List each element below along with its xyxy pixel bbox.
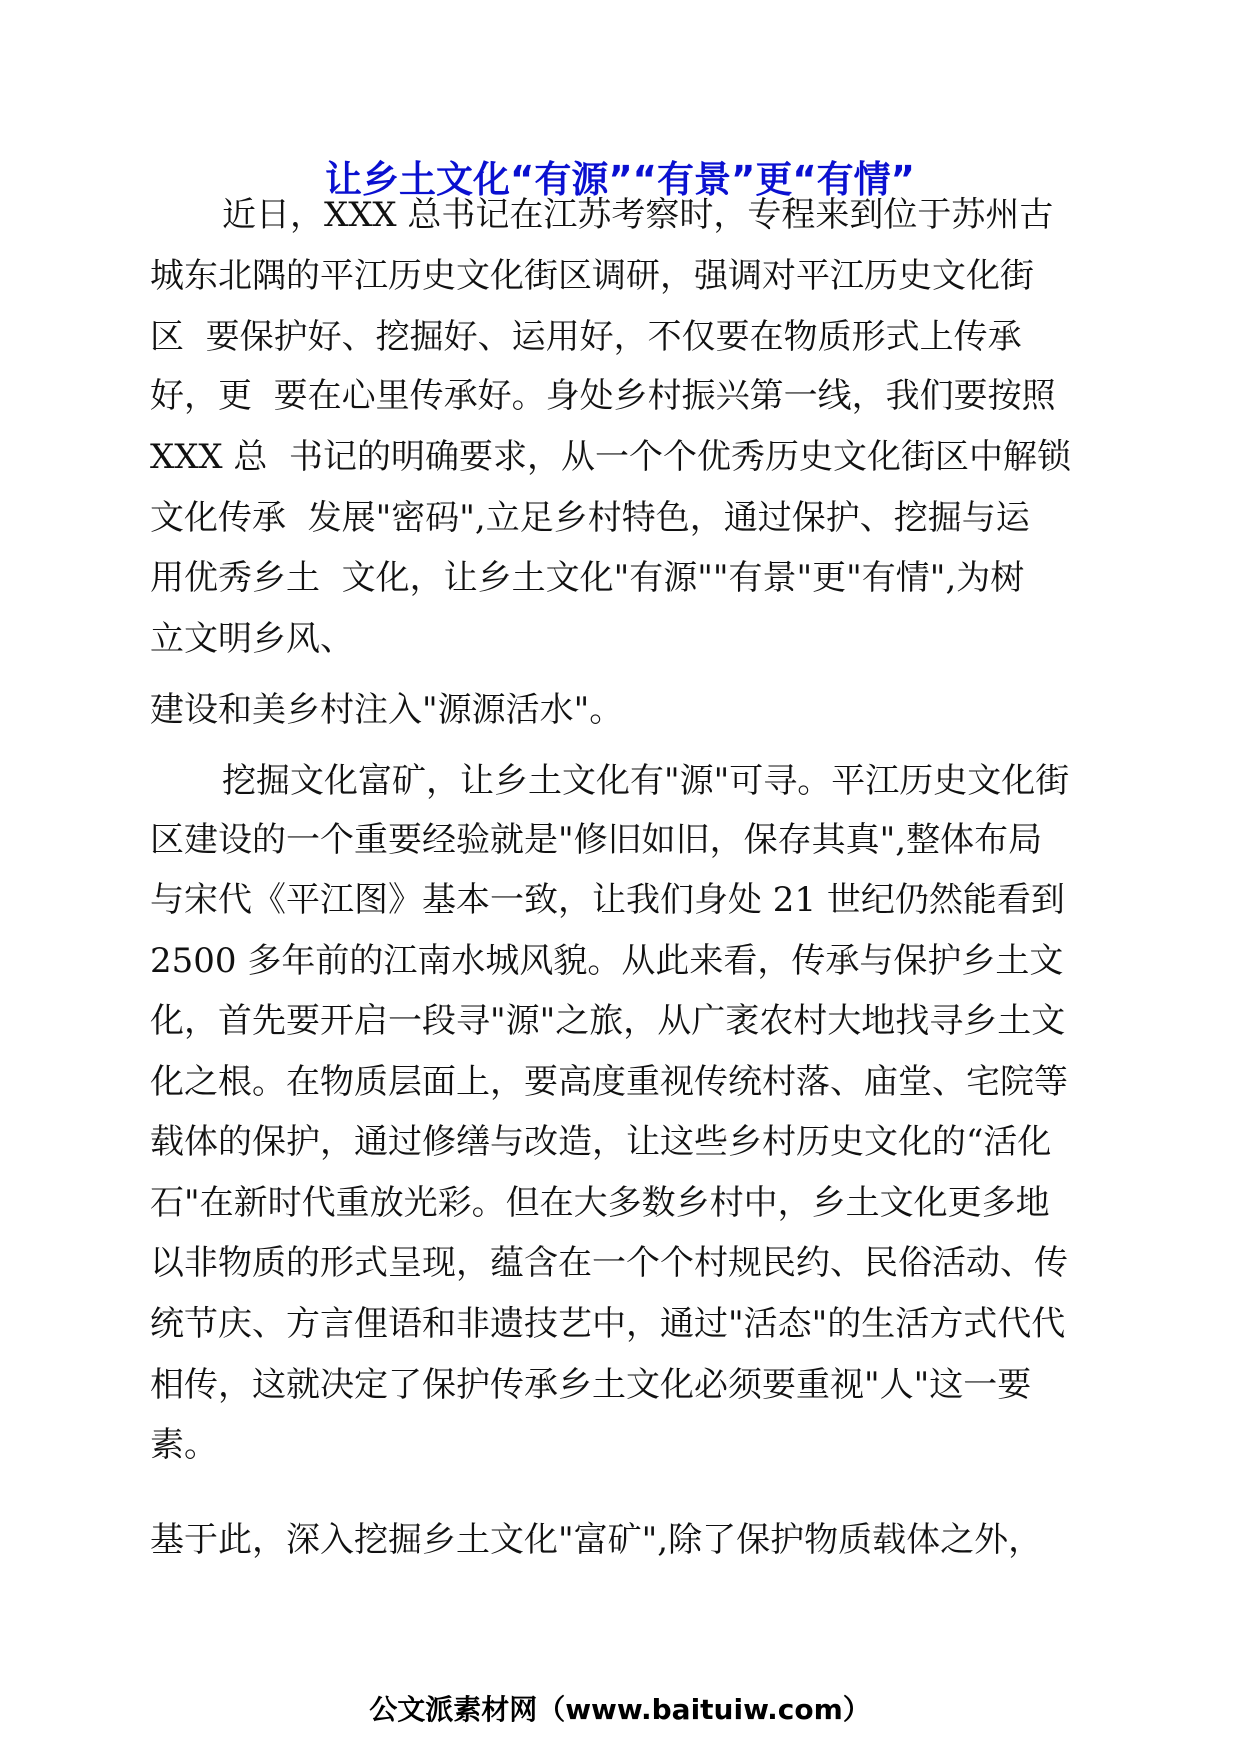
text-line: 立文明乡风、 <box>150 619 354 659</box>
text-line: 石"在新时代重放光彩。但在大多数乡村中，乡土文化更多地 <box>150 1183 1050 1223</box>
text-line: 好，更 要在心里传承好。身处乡村振兴第一线，我们要按照 <box>150 376 1056 416</box>
text-line: 城东北隅的平江历史文化街区调研，强调对平江历史文化街 <box>150 256 1034 296</box>
text-line: 以非物质的形式呈现，蕴含在一个个村规民约、民俗活动、传 <box>150 1243 1068 1283</box>
text-line: 与宋代《平江图》基本一致，让我们身处 21 世纪仍然能看到 <box>150 880 1065 920</box>
text-line: 化，首先要开启一段寻"源"之旅，从广袤农村大地找寻乡土文 <box>150 1001 1066 1041</box>
page-footer: 公文派素材网（www.baituiw.com） <box>369 1693 871 1726</box>
text-line: 素。 <box>150 1425 218 1465</box>
text-line: 近日，XXX 总书记在江苏考察时，专程来到位于苏州古 <box>222 195 1054 235</box>
text-line: 挖掘文化富矿，让乡土文化有"源"可寻。平江历史文化街 <box>222 761 1070 801</box>
text-line: 基于此，深入挖掘乡土文化"富矿",除了保护物质载体之外， <box>150 1520 1043 1560</box>
text-line: 建设和美乡村注入"源源活水"。 <box>150 690 624 730</box>
text-line: 用优秀乡土 文化，让乡土文化"有源""有景"更"有情",为树 <box>150 558 1025 598</box>
text-line: 统节庆、方言俚语和非遗技艺中，通过"活态"的生活方式代代 <box>150 1304 1066 1344</box>
document-title: 让乡土文化“有源”“有景”更“有情” <box>325 158 915 201</box>
text-line: 区建设的一个重要经验就是"修旧如旧，保存其真",整体布局 <box>150 820 1043 860</box>
text-line: 区 要保护好、挖掘好、运用好，不仅要在物质形式上传承 <box>150 317 1022 357</box>
text-line: 化之根。在物质层面上，要高度重视传统村落、庙堂、宅院等 <box>150 1062 1068 1102</box>
text-line: 载体的保护，通过修缮与改造，让这些乡村历史文化的“活化 <box>150 1122 1052 1162</box>
text-line: 文化传承 发展"密码",立足乡村特色，通过保护、挖掘与运 <box>150 498 1030 538</box>
text-line: XXX 总 书记的明确要求，从一个个优秀历史文化街区中解锁 <box>150 437 1072 477</box>
text-line: 2500 多年前的江南水城风貌。从此来看，传承与保护乡土文 <box>150 941 1064 981</box>
text-line: 相传，这就决定了保护传承乡土文化必须要重视"人"这一要 <box>150 1365 1032 1405</box>
